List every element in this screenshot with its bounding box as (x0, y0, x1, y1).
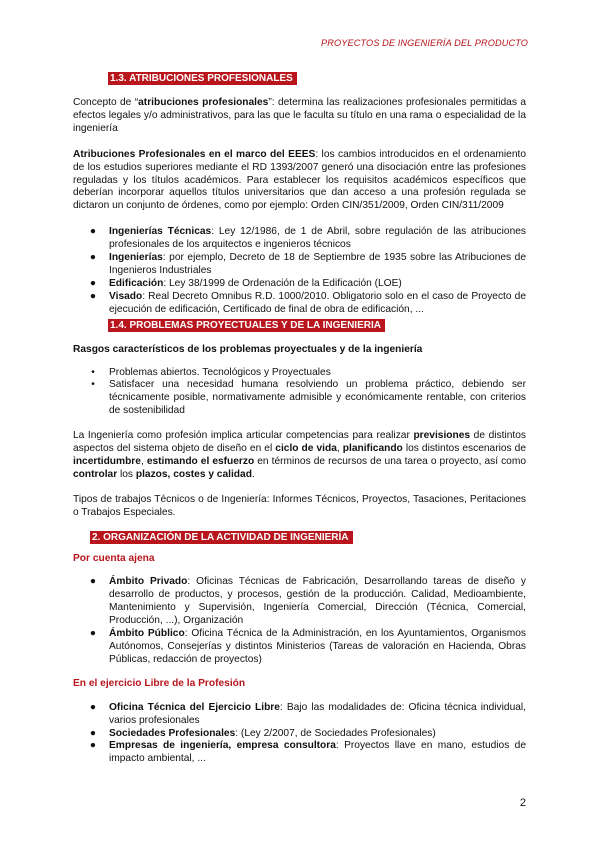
list-item: • Problemas abiertos. Tecnológicos y Proyectuales (73, 367, 526, 380)
ejercicio-libre-list (73, 702, 526, 767)
list-item: • Satisfacer una necesidad humana resolviendo un problema práctico, debiendo ser técnicamente posible, normativamente admisible y económicamente rentable, con criterios de sostenibilidad (73, 379, 526, 418)
section-2-heading: 2. ORGANIZACIÓN DE LA ACTIVIDAD DE INGENIERÍA (90, 531, 353, 544)
section-1-4-heading: 1.4. PROBLEMAS PROYECTUALES Y DE LA INGENIERIA (108, 319, 385, 332)
section-1-3-heading-wrap (108, 72, 526, 86)
section-1-4-heading-wrap (108, 319, 526, 333)
cuenta-ajena-list (73, 576, 526, 666)
bullet-icon: • (91, 366, 95, 378)
list-item: ● Ámbito Privado: Oficinas Técnicas de Fabricación, Desarrollando tareas de diseño y desarrollo de productos, y procesos, gestión de la producción. Calidad, Medioambiente, Mantenimiento y Supervisión, Ingeniería Comercial, Dirección (Técnica, Comercial, Producción, ...), Organización (89, 576, 526, 627)
cuenta-ajena-heading: Por cuenta ajena (73, 552, 155, 564)
list-item: ● Ingenierías Técnicas: Ley 12/1986, de 1 de Abril, sobre regulación de las atribuciones profesionales de los arquitectos e ingenieros técnicos (89, 226, 526, 251)
bullet-icon: ● (89, 740, 97, 752)
page-number: 2 (519, 797, 526, 809)
bullet-icon: ● (89, 701, 97, 713)
list-item: ● Empresas de ingeniería, empresa consultora: Proyectos llave en mano, estudios de impacto ambiental, ... (89, 740, 526, 765)
bullet-icon: ● (89, 290, 97, 302)
rasgos-heading: Rasgos característicos de los problemas proyectuales y de la ingeniería (73, 343, 423, 355)
list-item: ● Sociedades Profesionales: (Ley 2/2007, de Sociedades Profesionales) (89, 727, 436, 739)
eees-paragraph: Atribuciones Profesionales en el marco del EEES: los cambios introducidos en el ordenamiento de los estudios superiores mediante el RD 1393/2007 generó una disociación entre las profesiones reguladas y los títulos académicos. Para establecer los requisitos académicos específicos que deberían incorporar aquellos títulos universitarios que dan acceso a una profesión regulada se dictaron un conjunto de órdenes, como por ejemplo: Orden CIN/351/2009, Orden CIN/311/2009 (73, 148, 526, 212)
bullet-icon: • (91, 379, 95, 391)
bullet-icon: ● (89, 628, 97, 640)
concepto-paragraph: Concepto de “atribuciones profesionales”: determina las realizaciones profesionales permitidas a efectos legales y/o administrativos, para las que le faculta su título en una rama o especialidad de la ingeniería (73, 97, 526, 134)
page-body (73, 72, 526, 766)
bullet-icon: ● (89, 226, 97, 238)
rasgos-list (73, 367, 526, 419)
tipos-paragraph: Tipos de trabajos Técnicos o de Ingeniería: Informes Técnicos, Proyectos, Tasaciones, Peritaciones o Trabajos Especiales. (73, 493, 526, 518)
list-item: ● Ámbito Público: Oficina Técnica de la Administración, en los Ayuntamientos, Organismos Autónomos, Consejerías y distintos Ministerios (Tareas de valoración en Hacienda, Obras Públicas, redacción de proyectos) (89, 628, 526, 665)
list-item: ● Oficina Técnica del Ejercicio Libre: Bajo las modalidades de: Oficina técnica individual, varios profesionales (89, 701, 526, 726)
running-header: PROYECTOS DE INGENIERÍA DEL PRODUCTO (321, 38, 528, 48)
section-2-heading-wrap (90, 531, 526, 545)
ejercicio-libre-heading: En el ejercicio Libre de la Profesión (73, 677, 246, 689)
list-item: ● Edificación: Ley 38/1999 de Ordenación de la Edificación (LOE) (89, 277, 402, 289)
bullet-icon: ● (89, 277, 97, 289)
list-item: ● Visado: Real Decreto Omnibus R.D. 1000/2010. Obligatorio solo en el caso de Proyecto de ejecución de edificación, Certificado de final de obra de edificación, ... (89, 290, 526, 315)
list-item: ● Ingenierías: por ejemplo, Decreto de 18 de Septiembre de 1935 sobre las Atribuciones de Ingenieros Industriales (89, 252, 526, 276)
atribuciones-list (73, 226, 526, 316)
bullet-icon: ● (89, 727, 97, 739)
bullet-icon: ● (89, 576, 97, 588)
section-1-3-heading: 1.3. ATRIBUCIONES PROFESIONALES (108, 72, 297, 85)
bullet-icon: ● (89, 252, 97, 264)
ingenieria-paragraph: La Ingeniería como profesión implica articular competencias para realizar previsiones de distintos aspectos del sistema objeto de diseño en el ciclo de vida, planificando los distintos escenarios de incertidumbre, estimando el esfuerzo en términos de recursos de una tarea o proyecto, así como controlar los plazos, costes y calidad. (73, 430, 526, 480)
